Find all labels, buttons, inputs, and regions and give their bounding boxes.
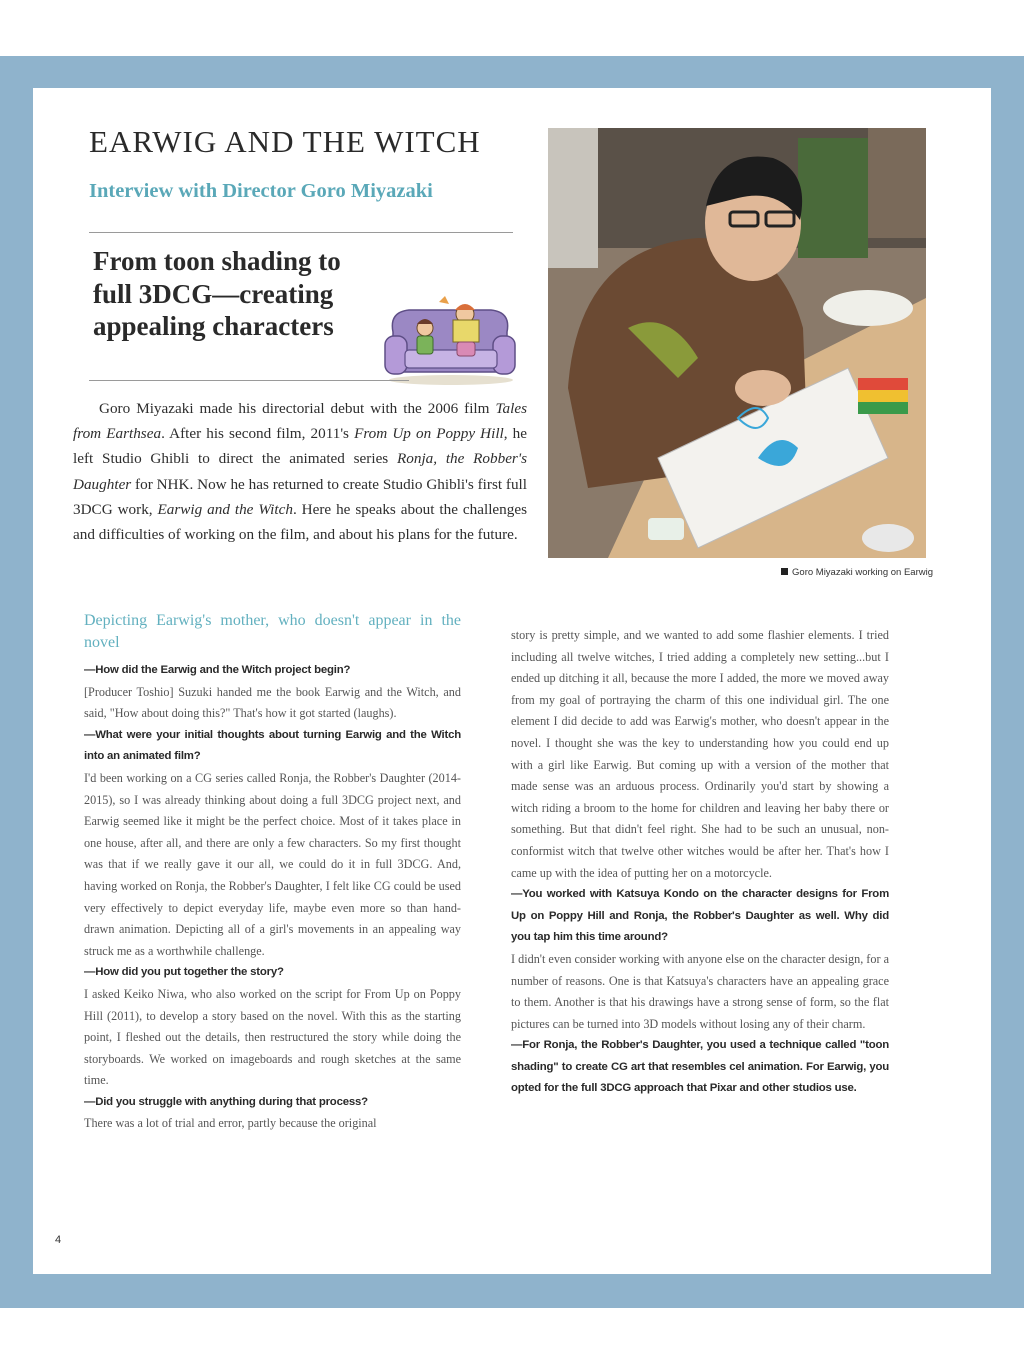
intro-paragraph (73, 396, 527, 547)
article-subtitle: Interview with Director Goro Miyazaki (89, 180, 433, 202)
question: —How did you put together the story? (84, 966, 284, 979)
film-title: Tales from Earthsea (73, 400, 527, 443)
film-title: Earwig and the Witch (157, 500, 293, 518)
divider (89, 232, 513, 233)
answer: I asked Keiko Niwa, who also worked on the script for From Up on Poppy Hill (2011), to develop a story based on the novel. With this as the starting point, I fleshed out the details, then restructured the story while doing the storyboards. We worked on imageboards and rough sketches at the same time. (84, 986, 461, 1088)
sofa-illustration (379, 288, 519, 388)
question: —For Ronja, the Robber's Daughter, you used a technique called "toon shading" to create CG art that resembles cel animation. For Earwig, you opted for the full 3DCG approach that Pixar and other studios use. (511, 1039, 889, 1095)
question: —What were your initial thoughts about turning Earwig and the Witch into an animated film? (84, 728, 461, 763)
section-heading: Depicting Earwig's mother, who doesn't appear in the novel (84, 612, 461, 651)
intro-text: , he left Studio Ghibli to direct the animated series (73, 425, 528, 468)
left-column (84, 610, 461, 1135)
question: —Did you struggle with anything during that process? (84, 1095, 368, 1108)
answer: [Producer Toshio] Suzuki handed me the book Earwig and the Witch, and said, "How about doing this?" That's how it got started (laughs). (84, 684, 461, 721)
question: —You worked with Katsuya Kondo on the character designs for From Up on Poppy Hill and Ronja, the Robber's Daughter as well. Why did you tap him this time around? (511, 888, 889, 944)
photo-caption (733, 567, 933, 578)
answer: There was a lot of trial and error, partly because the original (84, 1116, 377, 1131)
answer: I didn't even consider working with anyone else on the character design, for a number of reasons. One is that Katsuya's characters have an appealing grace to them. Another is that his drawings have a strong sense of form, so the flat pictures can be turned into 3D models without losing any of their charm. (511, 951, 889, 1031)
intro-text: Goro Miyazaki made his directorial debut with the 2006 film (99, 400, 496, 417)
caption-marker (781, 568, 788, 575)
intro-text: for NHK. Now he has returned to create Studio Ghibli's first full 3DCG work, (73, 475, 527, 518)
headline: From toon shading to full 3DCG—creating appealing characters (93, 246, 341, 341)
question: —How did the Earwig and the Witch project begin? (84, 664, 351, 676)
answer: I'd been working on a CG series called Ronja, the Robber's Daughter (2014-2015), so I was already thinking about doing a full 3DCG project next, and Earwig seemed like it might be the perfect choice. Most of it takes place in one house, after all, and there are only a few characters. So my first thought was that if we really gave it our all, we could do it in full 3DCG. And, having worked on Ronja, the Robber's Daughter, I felt like CG could be used very effectively to depict everyday life, maybe even more so than hand-drawn animation. Depicting all of a girl's movements in an appealing way struck me as a worthwhile challenge. (84, 770, 461, 958)
right-column (511, 625, 889, 1100)
director-photo (548, 128, 926, 558)
answer: story is pretty simple, and we wanted to add some flashier elements. I tried including all twelve witches, I tried adding a completely new setting...but I ended up ditching it all, because the more I added, the more we moved away from my goal of portraying the charm of this one individual girl. The one element I did decide to add was Earwig's mother, who doesn't appear in the novel. I thought she was the key to understanding how you could end up with a girl like Earwig. But coming up with a version of the mother that made sense was an arduous process. Ordinarily you'd start by showing a witch riding a broom to the home for children and leaving her baby there or something. But that didn't feel right. She had to be such an unusual, non-conformist witch that twelve other witches would be after her. That's how I came up with the idea of putting her on a motorcycle. (511, 628, 889, 880)
magazine-page (33, 88, 991, 1274)
intro-text: . Here he speaks about the challenges and difficulties of working on the film, and about his plans for the future. (73, 500, 527, 544)
intro-text: . After his second film, 2011's (161, 425, 355, 443)
film-title: Ronja, the Robber's Daughter (73, 450, 528, 493)
article-title: EARWIG AND THE WITCH (89, 124, 481, 159)
caption-text: Goro Miyazaki working on Earwig (792, 567, 933, 578)
divider (89, 380, 409, 381)
page-number: 4 (55, 1234, 62, 1246)
film-title: From Up on Poppy Hill (354, 425, 504, 443)
